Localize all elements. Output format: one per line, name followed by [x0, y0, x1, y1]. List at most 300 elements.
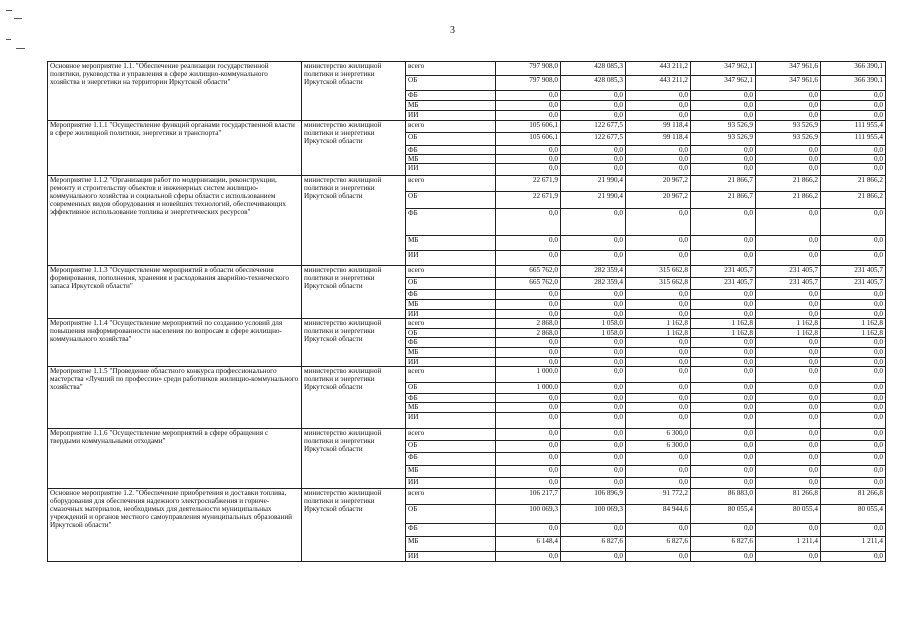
- funding-amount-cell: 86 883,0: [691, 489, 756, 505]
- funding-amount-cell: 0,0: [756, 101, 821, 111]
- funding-amount-cell: 0,0: [496, 394, 561, 403]
- funding-amount-cell: 231 405,7: [756, 278, 821, 290]
- table-row: [48, 319, 886, 329]
- funding-amount-cell: 21 866,2: [821, 176, 886, 192]
- funding-amount-cell: 0,0: [691, 524, 756, 537]
- funding-amount-cell: 0,0: [626, 413, 691, 429]
- funding-amount-cell: 6 300,0: [626, 429, 691, 441]
- funding-amount-cell: 231 405,7: [756, 266, 821, 278]
- funding-amount-cell: 0,0: [626, 111, 691, 121]
- responsible-executor: министерство жилищной политики и энергетики Иркутской области: [302, 266, 406, 319]
- funding-amount-cell: 0,0: [496, 552, 561, 562]
- funding-source: МБ: [406, 101, 496, 111]
- funding-amount-cell: 231 405,7: [691, 278, 756, 290]
- funding-source: ФБ: [406, 524, 496, 537]
- funding-amount-cell: 1 162,8: [691, 329, 756, 338]
- funding-amount-cell: 0,0: [756, 394, 821, 403]
- funding-amount-cell: 0,0: [626, 367, 691, 383]
- funding-amount-cell: 0,0: [561, 524, 626, 537]
- funding-source: ИИ: [406, 164, 496, 176]
- funding-amount-cell: 0,0: [691, 394, 756, 403]
- funding-amount-cell: 0,0: [561, 209, 626, 236]
- funding-amount-cell: 0,0: [561, 453, 626, 466]
- table-row: [48, 266, 886, 278]
- funding-amount-cell: 0,0: [821, 383, 886, 394]
- funding-amount-cell: 231 405,7: [691, 266, 756, 278]
- funding-amount-cell: 347 961,6: [756, 76, 821, 91]
- funding-source: ОБ: [406, 192, 496, 209]
- funding-amount-cell: 0,0: [821, 101, 886, 111]
- funding-amount-cell: 443 211,2: [626, 76, 691, 91]
- funding-amount-cell: 0,0: [821, 413, 886, 429]
- funding-amount-cell: 0,0: [691, 338, 756, 348]
- funding-amount-cell: 0,0: [821, 209, 886, 236]
- funding-amount-cell: 1 162,8: [626, 329, 691, 338]
- funding-source: ИИ: [406, 478, 496, 489]
- funding-amount-cell: 0,0: [691, 348, 756, 358]
- funding-amount-cell: 0,0: [496, 290, 561, 300]
- funding-amount-cell: 0,0: [756, 429, 821, 441]
- funding-amount-cell: 0,0: [561, 300, 626, 310]
- funding-amount-cell: 0,0: [691, 146, 756, 155]
- funding-amount-cell: 21 990,4: [561, 192, 626, 209]
- funding-amount-cell: 366 390,1: [821, 76, 886, 91]
- funding-amount-cell: 0,0: [756, 111, 821, 121]
- table-row: [48, 429, 886, 441]
- funding-amount-cell: 1 162,8: [626, 319, 691, 329]
- page-number: 3: [450, 25, 455, 36]
- funding-amount-cell: 0,0: [756, 552, 821, 562]
- funding-amount-cell: 1 000,0: [496, 367, 561, 383]
- funding-amount-cell: 0,0: [496, 91, 561, 101]
- margin-scan-marks: [4, 6, 28, 56]
- funding-amount-cell: 0,0: [691, 290, 756, 300]
- funding-amount-cell: 0,0: [821, 236, 886, 251]
- funding-amount-cell: 797 908,0: [496, 62, 561, 76]
- funding-amount-cell: 0,0: [691, 111, 756, 121]
- funding-amount-cell: 0,0: [561, 146, 626, 155]
- funding-amount-cell: 0,0: [821, 367, 886, 383]
- funding-amount-cell: 6 827,6: [691, 537, 756, 552]
- funding-amount-cell: 0,0: [821, 310, 886, 319]
- funding-amount-cell: 0,0: [821, 552, 886, 562]
- funding-amount-cell: 0,0: [561, 441, 626, 453]
- funding-amount-cell: 0,0: [561, 310, 626, 319]
- funding-amount-cell: 0,0: [561, 383, 626, 394]
- funding-amount-cell: 0,0: [496, 441, 561, 453]
- funding-amount-cell: 0,0: [691, 251, 756, 266]
- funding-amount-cell: 0,0: [756, 251, 821, 266]
- funding-amount-cell: 84 944,6: [626, 505, 691, 524]
- funding-amount-cell: 1 162,8: [756, 319, 821, 329]
- funding-amount-cell: 0,0: [626, 394, 691, 403]
- funding-amount-cell: 0,0: [496, 478, 561, 489]
- funding-amount-cell: 0,0: [626, 300, 691, 310]
- funding-amount-cell: 0,0: [756, 164, 821, 176]
- funding-source: ФБ: [406, 338, 496, 348]
- funding-source: ОБ: [406, 505, 496, 524]
- funding-amount-cell: 99 118,4: [626, 133, 691, 146]
- funding-amount-cell: 0,0: [626, 164, 691, 176]
- funding-amount-cell: 21 866,7: [691, 192, 756, 209]
- funding-amount-cell: 91 772,2: [626, 489, 691, 505]
- funding-amount-cell: 21 866,2: [756, 176, 821, 192]
- funding-amount-cell: 0,0: [626, 358, 691, 367]
- funding-amount-cell: 93 526,9: [756, 133, 821, 146]
- funding-amount-cell: 0,0: [626, 552, 691, 562]
- funding-amount-cell: 21 866,2: [821, 192, 886, 209]
- funding-amount-cell: 0,0: [821, 300, 886, 310]
- funding-amount-cell: 0,0: [691, 478, 756, 489]
- funding-amount-cell: 20 967,2: [626, 192, 691, 209]
- funding-amount-cell: 0,0: [756, 290, 821, 300]
- funding-amount-cell: 0,0: [756, 348, 821, 358]
- funding-source: всего: [406, 121, 496, 133]
- funding-amount-cell: 0,0: [756, 383, 821, 394]
- funding-amount-cell: 428 085,3: [561, 62, 626, 76]
- funding-amount-cell: 0,0: [756, 453, 821, 466]
- responsible-executor: министерство жилищной политики и энергетики Иркутской области: [302, 121, 406, 176]
- funding-source: МБ: [406, 155, 496, 164]
- funding-amount-cell: 0,0: [691, 413, 756, 429]
- funding-amount-cell: 111 955,4: [821, 133, 886, 146]
- funding-amount-cell: 0,0: [626, 466, 691, 478]
- funding-amount-cell: 347 962,1: [691, 76, 756, 91]
- funding-source: ФБ: [406, 394, 496, 403]
- measure-name: Мероприятие 1.1.2 "Организация работ по модернизации, реконструкции, ремонту и строительству объектов и инженерных систем жилищно-коммунального хозяйства и социальной сферы области с использованием современных видов оборудования и новейших технологий, обеспечивающих эффективное использование топлива и энергетических ресурсов": [48, 176, 302, 266]
- funding-amount-cell: 81 266,8: [821, 489, 886, 505]
- funding-source: МБ: [406, 466, 496, 478]
- funding-amount-cell: 0,0: [756, 209, 821, 236]
- funding-amount-cell: 0,0: [691, 209, 756, 236]
- funding-amount-cell: 366 390,1: [821, 62, 886, 76]
- funding-amount-cell: 1 162,8: [821, 319, 886, 329]
- funding-amount-cell: 0,0: [626, 91, 691, 101]
- funding-source: всего: [406, 176, 496, 192]
- funding-amount-cell: 0,0: [496, 146, 561, 155]
- funding-amount-cell: 93 526,9: [756, 121, 821, 133]
- funding-amount-cell: 93 526,9: [691, 121, 756, 133]
- funding-amount-cell: 0,0: [756, 338, 821, 348]
- funding-source: ОБ: [406, 329, 496, 338]
- funding-amount-cell: 0,0: [626, 236, 691, 251]
- funding-amount-cell: 99 118,4: [626, 121, 691, 133]
- funding-amount-cell: 0,0: [496, 413, 561, 429]
- funding-amount-cell: 0,0: [821, 111, 886, 121]
- responsible-executor: министерство жилищной политики и энергетики Иркутской области: [302, 62, 406, 121]
- funding-source: ОБ: [406, 278, 496, 290]
- funding-amount-cell: 122 677,5: [561, 121, 626, 133]
- funding-amount-cell: 0,0: [561, 251, 626, 266]
- funding-amount-cell: 122 677,5: [561, 133, 626, 146]
- funding-amount-cell: 93 526,9: [691, 133, 756, 146]
- funding-amount-cell: 6 827,6: [561, 537, 626, 552]
- funding-amount-cell: 0,0: [626, 524, 691, 537]
- funding-amount-cell: 282 359,4: [561, 278, 626, 290]
- table-row: [48, 489, 886, 505]
- funding-amount-cell: 0,0: [821, 358, 886, 367]
- measure-name: Мероприятие 1.1.4 "Осуществление мероприятий по созданию условий для повышения информированности населения по вопросам в сфере жилищно-коммунального хозяйства": [48, 319, 302, 367]
- funding-amount-cell: 0,0: [691, 367, 756, 383]
- funding-amount-cell: 100 069,3: [561, 505, 626, 524]
- funding-amount-cell: 0,0: [756, 146, 821, 155]
- funding-amount-cell: 6 300,0: [626, 441, 691, 453]
- funding-amount-cell: 2 868,0: [496, 319, 561, 329]
- funding-table-body: [48, 62, 886, 562]
- funding-source: МБ: [406, 537, 496, 552]
- funding-source: ИИ: [406, 413, 496, 429]
- funding-amount-cell: 0,0: [496, 164, 561, 176]
- funding-amount-cell: 2 868,0: [496, 329, 561, 338]
- funding-amount-cell: 0,0: [561, 91, 626, 101]
- funding-amount-cell: 0,0: [691, 300, 756, 310]
- measure-name: Основное мероприятие 1.1. "Обеспечение реализации государственной политики, руководства и управления в сфере жилищно-коммунального хозяйства и энергетики на территории Иркутской области": [48, 62, 302, 121]
- funding-amount-cell: 0,0: [821, 466, 886, 478]
- funding-amount-cell: 22 671,9: [496, 192, 561, 209]
- funding-source: ИИ: [406, 552, 496, 562]
- funding-amount-cell: 0,0: [496, 524, 561, 537]
- funding-amount-cell: 797 908,0: [496, 76, 561, 91]
- funding-amount-cell: 0,0: [821, 394, 886, 403]
- funding-source: всего: [406, 319, 496, 329]
- funding-amount-cell: 0,0: [691, 552, 756, 562]
- funding-amount-cell: 0,0: [561, 413, 626, 429]
- funding-amount-cell: 80 055,4: [821, 505, 886, 524]
- funding-amount-cell: 0,0: [821, 441, 886, 453]
- funding-amount-cell: 0,0: [821, 348, 886, 358]
- funding-amount-cell: 0,0: [496, 348, 561, 358]
- responsible-executor: министерство жилищной политики и энергетики Иркутской области: [302, 489, 406, 562]
- funding-source: МБ: [406, 403, 496, 413]
- funding-amount-cell: 347 962,1: [691, 62, 756, 76]
- funding-source: ОБ: [406, 76, 496, 91]
- table-row: [48, 121, 886, 133]
- funding-source: ФБ: [406, 453, 496, 466]
- funding-amount-cell: 21 866,2: [756, 192, 821, 209]
- funding-amount-cell: 0,0: [756, 367, 821, 383]
- funding-source: МБ: [406, 236, 496, 251]
- funding-amount-cell: 0,0: [496, 403, 561, 413]
- funding-amount-cell: 0,0: [756, 358, 821, 367]
- funding-amount-cell: 315 662,8: [626, 278, 691, 290]
- funding-source: ФБ: [406, 91, 496, 101]
- funding-amount-cell: 0,0: [821, 524, 886, 537]
- funding-source: всего: [406, 62, 496, 76]
- funding-amount-cell: 0,0: [821, 146, 886, 155]
- funding-amount-cell: 0,0: [561, 429, 626, 441]
- funding-amount-cell: 0,0: [561, 348, 626, 358]
- funding-amount-cell: 0,0: [691, 429, 756, 441]
- funding-amount-cell: 231 405,7: [821, 278, 886, 290]
- funding-amount-cell: 0,0: [691, 155, 756, 164]
- funding-amount-cell: 315 662,8: [626, 266, 691, 278]
- responsible-executor: министерство жилищной политики и энергетики Иркутской области: [302, 429, 406, 489]
- funding-amount-cell: 0,0: [496, 155, 561, 164]
- funding-source: МБ: [406, 300, 496, 310]
- funding-amount-cell: 0,0: [496, 429, 561, 441]
- funding-amount-cell: 1 000,0: [496, 383, 561, 394]
- funding-amount-cell: 0,0: [626, 310, 691, 319]
- funding-source: всего: [406, 367, 496, 383]
- funding-amount-cell: 0,0: [756, 441, 821, 453]
- funding-amount-cell: 0,0: [691, 403, 756, 413]
- funding-table: [47, 61, 886, 562]
- funding-amount-cell: 106 896,9: [561, 489, 626, 505]
- funding-amount-cell: 0,0: [821, 338, 886, 348]
- funding-amount-cell: 0,0: [821, 478, 886, 489]
- funding-amount-cell: 0,0: [496, 358, 561, 367]
- funding-amount-cell: 0,0: [626, 146, 691, 155]
- funding-amount-cell: 0,0: [561, 403, 626, 413]
- table-row: [48, 367, 886, 383]
- funding-amount-cell: 0,0: [561, 394, 626, 403]
- funding-amount-cell: 0,0: [626, 478, 691, 489]
- funding-source: ИИ: [406, 111, 496, 121]
- funding-amount-cell: 80 055,4: [756, 505, 821, 524]
- funding-amount-cell: 111 955,4: [821, 121, 886, 133]
- funding-amount-cell: 0,0: [691, 236, 756, 251]
- funding-amount-cell: 231 405,7: [821, 266, 886, 278]
- funding-amount-cell: 0,0: [626, 209, 691, 236]
- funding-amount-cell: 0,0: [821, 453, 886, 466]
- funding-amount-cell: 443 211,2: [626, 62, 691, 76]
- funding-amount-cell: 21 866,7: [691, 176, 756, 192]
- funding-source: ИИ: [406, 251, 496, 266]
- funding-amount-cell: 0,0: [561, 358, 626, 367]
- table-row: [48, 176, 886, 192]
- funding-amount-cell: 347 961,6: [756, 62, 821, 76]
- funding-amount-cell: 106 217,7: [496, 489, 561, 505]
- funding-amount-cell: 6 827,6: [626, 537, 691, 552]
- measure-name: Основное мероприятие 1.2. "Обеспечение приобретения и доставки топлива, оборудования для обеспечения надежного электроснабжения и горюче-смазочных материалов, необходимых для деятельности муниципальных учреждений и органов местного самоуправления муниципальных образований Иркутской области": [48, 489, 302, 562]
- funding-amount-cell: 1 058,0: [561, 329, 626, 338]
- funding-amount-cell: 0,0: [756, 478, 821, 489]
- funding-amount-cell: 0,0: [561, 466, 626, 478]
- funding-amount-cell: 0,0: [691, 91, 756, 101]
- funding-source: всего: [406, 429, 496, 441]
- funding-amount-cell: 0,0: [496, 453, 561, 466]
- funding-amount-cell: 0,0: [561, 478, 626, 489]
- funding-amount-cell: 0,0: [561, 338, 626, 348]
- funding-amount-cell: 0,0: [496, 251, 561, 266]
- funding-amount-cell: 1 058,0: [561, 319, 626, 329]
- funding-amount-cell: 665 762,0: [496, 266, 561, 278]
- funding-amount-cell: 0,0: [691, 101, 756, 111]
- funding-amount-cell: 100 069,3: [496, 505, 561, 524]
- funding-amount-cell: 282 359,4: [561, 266, 626, 278]
- funding-amount-cell: 0,0: [756, 91, 821, 101]
- funding-source: МБ: [406, 348, 496, 358]
- funding-amount-cell: 0,0: [561, 111, 626, 121]
- funding-amount-cell: 0,0: [626, 338, 691, 348]
- funding-amount-cell: 1 162,8: [756, 329, 821, 338]
- funding-amount-cell: 0,0: [691, 164, 756, 176]
- funding-amount-cell: 0,0: [691, 441, 756, 453]
- funding-amount-cell: 0,0: [561, 367, 626, 383]
- funding-amount-cell: 0,0: [756, 403, 821, 413]
- funding-amount-cell: 0,0: [626, 348, 691, 358]
- funding-amount-cell: 0,0: [821, 251, 886, 266]
- table-row: [48, 62, 886, 76]
- funding-amount-cell: 0,0: [626, 101, 691, 111]
- funding-amount-cell: 0,0: [821, 91, 886, 101]
- funding-amount-cell: 0,0: [756, 413, 821, 429]
- funding-amount-cell: 0,0: [496, 236, 561, 251]
- funding-amount-cell: 0,0: [821, 403, 886, 413]
- funding-amount-cell: 0,0: [821, 290, 886, 300]
- funding-amount-cell: 0,0: [821, 155, 886, 164]
- funding-amount-cell: 0,0: [756, 155, 821, 164]
- measure-name: Мероприятие 1.1.3 "Осуществление мероприятий в области обеспечения формирования, пополнения, хранения и расходования аварийно-технического запаса Иркутской области": [48, 266, 302, 319]
- responsible-executor: министерство жилищной политики и энергетики Иркутской области: [302, 176, 406, 266]
- funding-amount-cell: 0,0: [496, 466, 561, 478]
- funding-source: ОБ: [406, 441, 496, 453]
- funding-amount-cell: 0,0: [561, 155, 626, 164]
- funding-amount-cell: 0,0: [496, 310, 561, 319]
- funding-amount-cell: 0,0: [561, 101, 626, 111]
- funding-amount-cell: 0,0: [691, 383, 756, 394]
- responsible-executor: министерство жилищной политики и энергетики Иркутской области: [302, 319, 406, 367]
- funding-amount-cell: 21 990,4: [561, 176, 626, 192]
- funding-amount-cell: 0,0: [626, 155, 691, 164]
- funding-amount-cell: 0,0: [561, 236, 626, 251]
- funding-amount-cell: 0,0: [496, 209, 561, 236]
- funding-amount-cell: 6 148,4: [496, 537, 561, 552]
- funding-source: ОБ: [406, 133, 496, 146]
- funding-amount-cell: 0,0: [756, 310, 821, 319]
- funding-source: ОБ: [406, 383, 496, 394]
- funding-amount-cell: 0,0: [561, 552, 626, 562]
- funding-amount-cell: 0,0: [496, 338, 561, 348]
- funding-amount-cell: 105 606,1: [496, 133, 561, 146]
- funding-amount-cell: 0,0: [496, 101, 561, 111]
- funding-source: ИИ: [406, 358, 496, 367]
- funding-amount-cell: 1 162,8: [691, 319, 756, 329]
- funding-amount-cell: 1 211,4: [756, 537, 821, 552]
- funding-amount-cell: 0,0: [691, 466, 756, 478]
- funding-amount-cell: 0,0: [626, 251, 691, 266]
- funding-amount-cell: 0,0: [561, 164, 626, 176]
- funding-amount-cell: 0,0: [821, 429, 886, 441]
- funding-source: всего: [406, 266, 496, 278]
- funding-amount-cell: 0,0: [626, 383, 691, 394]
- measure-name: Мероприятие 1.1.6 "Осуществление мероприятий в сфере обращения с твердыми коммунальными отходами": [48, 429, 302, 489]
- funding-amount-cell: 22 671,9: [496, 176, 561, 192]
- funding-amount-cell: 20 967,2: [626, 176, 691, 192]
- funding-amount-cell: 0,0: [626, 403, 691, 413]
- funding-source: ФБ: [406, 290, 496, 300]
- funding-source: ИИ: [406, 310, 496, 319]
- measure-name: Мероприятие 1.1.5 "Проведение областного конкурса профессионального мастерства «Лучший по профессии» среди работников жилищно-коммунального хозяйства": [48, 367, 302, 429]
- funding-amount-cell: 0,0: [821, 164, 886, 176]
- funding-amount-cell: 0,0: [626, 290, 691, 300]
- funding-amount-cell: 81 266,8: [756, 489, 821, 505]
- funding-amount-cell: 0,0: [691, 358, 756, 367]
- funding-amount-cell: 0,0: [756, 466, 821, 478]
- funding-amount-cell: 0,0: [691, 310, 756, 319]
- funding-amount-cell: 0,0: [496, 300, 561, 310]
- funding-amount-cell: 665 762,0: [496, 278, 561, 290]
- funding-amount-cell: 80 055,4: [691, 505, 756, 524]
- funding-amount-cell: 0,0: [691, 453, 756, 466]
- funding-source: ФБ: [406, 209, 496, 236]
- funding-amount-cell: 105 606,1: [496, 121, 561, 133]
- funding-amount-cell: 0,0: [756, 524, 821, 537]
- funding-amount-cell: 0,0: [756, 300, 821, 310]
- funding-amount-cell: 1 162,8: [821, 329, 886, 338]
- funding-amount-cell: 0,0: [561, 290, 626, 300]
- funding-amount-cell: 1 211,4: [821, 537, 886, 552]
